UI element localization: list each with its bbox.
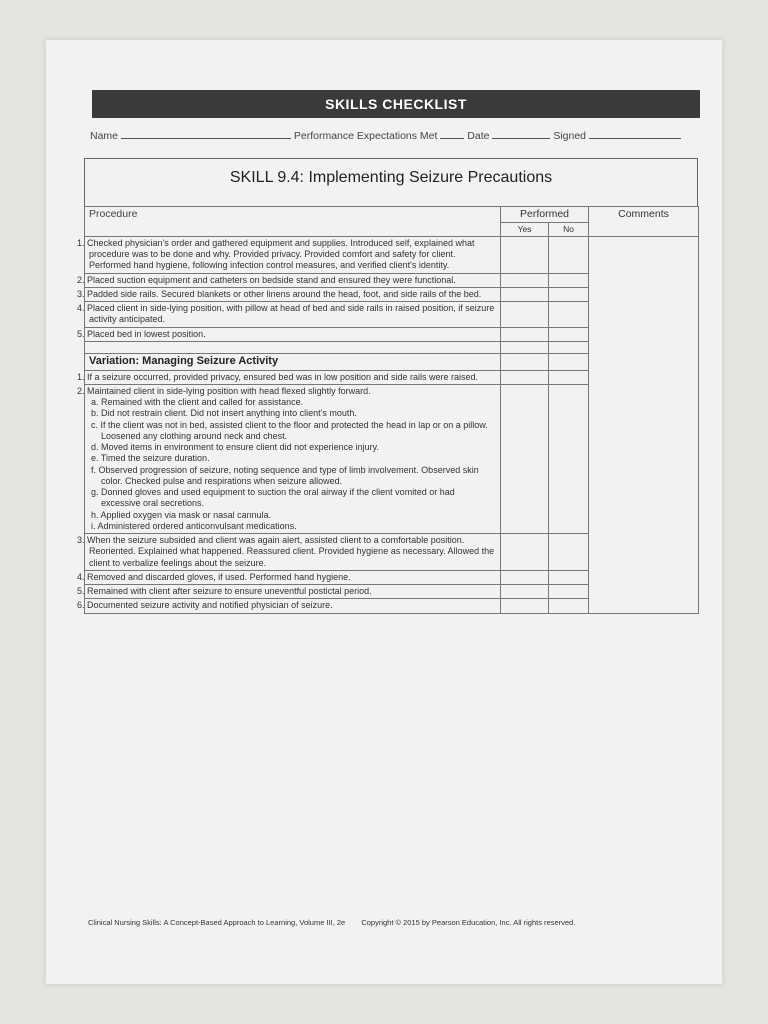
yes-cell[interactable] bbox=[501, 585, 549, 599]
performed-header: Performed bbox=[501, 207, 589, 223]
skill-title: SKILL 9.4: Implementing Seizure Precautions bbox=[229, 169, 553, 186]
substep: e. Timed the seizure duration. bbox=[91, 453, 210, 464]
yes-cell[interactable] bbox=[501, 384, 549, 533]
no-cell[interactable] bbox=[549, 534, 589, 571]
step-text: 4. Removed and discarded gloves, if used. Performed hand hygiene. bbox=[85, 570, 501, 584]
no-cell[interactable] bbox=[549, 287, 589, 301]
no-cell[interactable] bbox=[549, 570, 589, 584]
substep: b. Did not restrain client. Did not insert anything into client's mouth. bbox=[91, 408, 357, 419]
name-field[interactable] bbox=[121, 128, 291, 139]
comments-cell[interactable] bbox=[589, 236, 699, 613]
yes-cell[interactable] bbox=[501, 287, 549, 301]
substep: d. Moved items in environment to ensure client did not experience injury. bbox=[91, 442, 379, 452]
yes-cell[interactable] bbox=[501, 570, 549, 584]
no-cell[interactable] bbox=[549, 353, 589, 370]
no-cell[interactable] bbox=[549, 599, 589, 613]
yes-cell[interactable] bbox=[501, 273, 549, 287]
step-text: 3. When the seizure subsided and client was again alert, assisted client to a comfortable position. Reoriented. Explained what happened. Reassured client. Provided hygiene as necessary. Allowed the client to verbalize feelings about the seizure. bbox=[85, 534, 501, 571]
checklist-table bbox=[77, 206, 699, 614]
spacer-cell bbox=[85, 341, 501, 353]
step-text: 5. Remained with client after seizure to ensure uneventful postictal period. bbox=[85, 585, 501, 599]
substep: f. Observed progression of seizure, noting sequence and type of limb involvement. Observed skin color. Checked pulse and respirations when seizure allowed. bbox=[91, 464, 479, 486]
step-text: 3. Padded side rails. Secured blankets or other linens around the head, foot, and side rails of the bed. bbox=[85, 287, 501, 301]
no-cell[interactable] bbox=[549, 236, 589, 273]
signed-label: Signed bbox=[553, 130, 587, 142]
yes-cell[interactable] bbox=[501, 341, 549, 353]
yes-cell[interactable] bbox=[501, 236, 549, 273]
footer-book-title: Clinical Nursing Skills: A Concept-Based Approach to Learning, Volume III, 2e bbox=[88, 918, 346, 927]
info-line bbox=[90, 128, 700, 144]
substep: c. If the client was not in bed, assisted client to the floor and protected the head in lap or on a pillow. Loosened any clothing around neck and chest. bbox=[91, 419, 488, 441]
substep: i. Administered ordered anticonvulsant medications. bbox=[91, 520, 297, 531]
step-with-substeps bbox=[77, 384, 501, 533]
banner-title: SKILLS CHECKLIST bbox=[325, 96, 467, 112]
skills-checklist-banner bbox=[92, 90, 700, 118]
step-text: 1. Checked physician's order and gathered equipment and supplies. Introduced self, explained what procedure was to be done and why. Provided privacy. Provided comfort and safety for client. Performed hand hygiene, following infection control measures, and verified client's identity. bbox=[85, 236, 501, 273]
procedure-header: Procedure bbox=[85, 207, 501, 237]
table-row bbox=[85, 236, 699, 273]
substep: a. Remained with the client and called for assistance. bbox=[91, 397, 304, 407]
no-cell[interactable] bbox=[549, 327, 589, 341]
skill-title-box bbox=[84, 158, 698, 206]
no-cell[interactable] bbox=[549, 370, 589, 384]
name-label: Name bbox=[90, 130, 119, 142]
page-footer bbox=[88, 918, 688, 927]
step-text: 1. If a seizure occurred, provided privacy, ensured bed was in low position and side rails were raised. bbox=[85, 370, 501, 384]
yes-cell[interactable] bbox=[501, 370, 549, 384]
step-text: 2. Maintained client in side-lying position with head flexed slightly forward. bbox=[77, 385, 371, 396]
footer-copyright: Copyright © 2015 by Pearson Education, Inc. All rights reserved. bbox=[361, 918, 576, 927]
no-cell[interactable] bbox=[549, 341, 589, 353]
no-cell[interactable] bbox=[549, 384, 589, 533]
yes-cell[interactable] bbox=[501, 534, 549, 571]
no-cell[interactable] bbox=[549, 273, 589, 287]
no-cell[interactable] bbox=[549, 302, 589, 328]
no-header: No bbox=[549, 223, 589, 237]
expectations-label: Performance Expectations Met bbox=[293, 130, 438, 142]
yes-cell[interactable] bbox=[501, 302, 549, 328]
step-text: 6. Documented seizure activity and notified physician of seizure. bbox=[85, 599, 501, 613]
substep: g. Donned gloves and used equipment to suction the oral airway if the client vomited or had excessive oral secretions. bbox=[91, 487, 455, 509]
no-cell[interactable] bbox=[549, 585, 589, 599]
step-text: 2. Placed suction equipment and catheters on bedside stand and ensured they were functional. bbox=[85, 273, 501, 287]
expectations-field[interactable] bbox=[440, 128, 464, 139]
step-text: 5. Placed bed in lowest position. bbox=[85, 327, 501, 341]
comments-header: Comments bbox=[589, 207, 699, 237]
yes-cell[interactable] bbox=[501, 353, 549, 370]
signed-field[interactable] bbox=[589, 128, 681, 139]
variation-title: Variation: Managing Seizure Activity bbox=[85, 353, 501, 370]
yes-cell[interactable] bbox=[501, 327, 549, 341]
substep: h. Applied oxygen via mask or nasal cannula. bbox=[91, 509, 272, 520]
date-label: Date bbox=[467, 130, 490, 142]
date-field[interactable] bbox=[492, 128, 550, 139]
step-text: 4. Placed client in side-lying position, with pillow at head of bed and side rails in raised position, if seizure activity anticipated. bbox=[85, 302, 501, 328]
yes-header: Yes bbox=[501, 223, 549, 237]
header-row bbox=[85, 207, 699, 223]
yes-cell[interactable] bbox=[501, 599, 549, 613]
